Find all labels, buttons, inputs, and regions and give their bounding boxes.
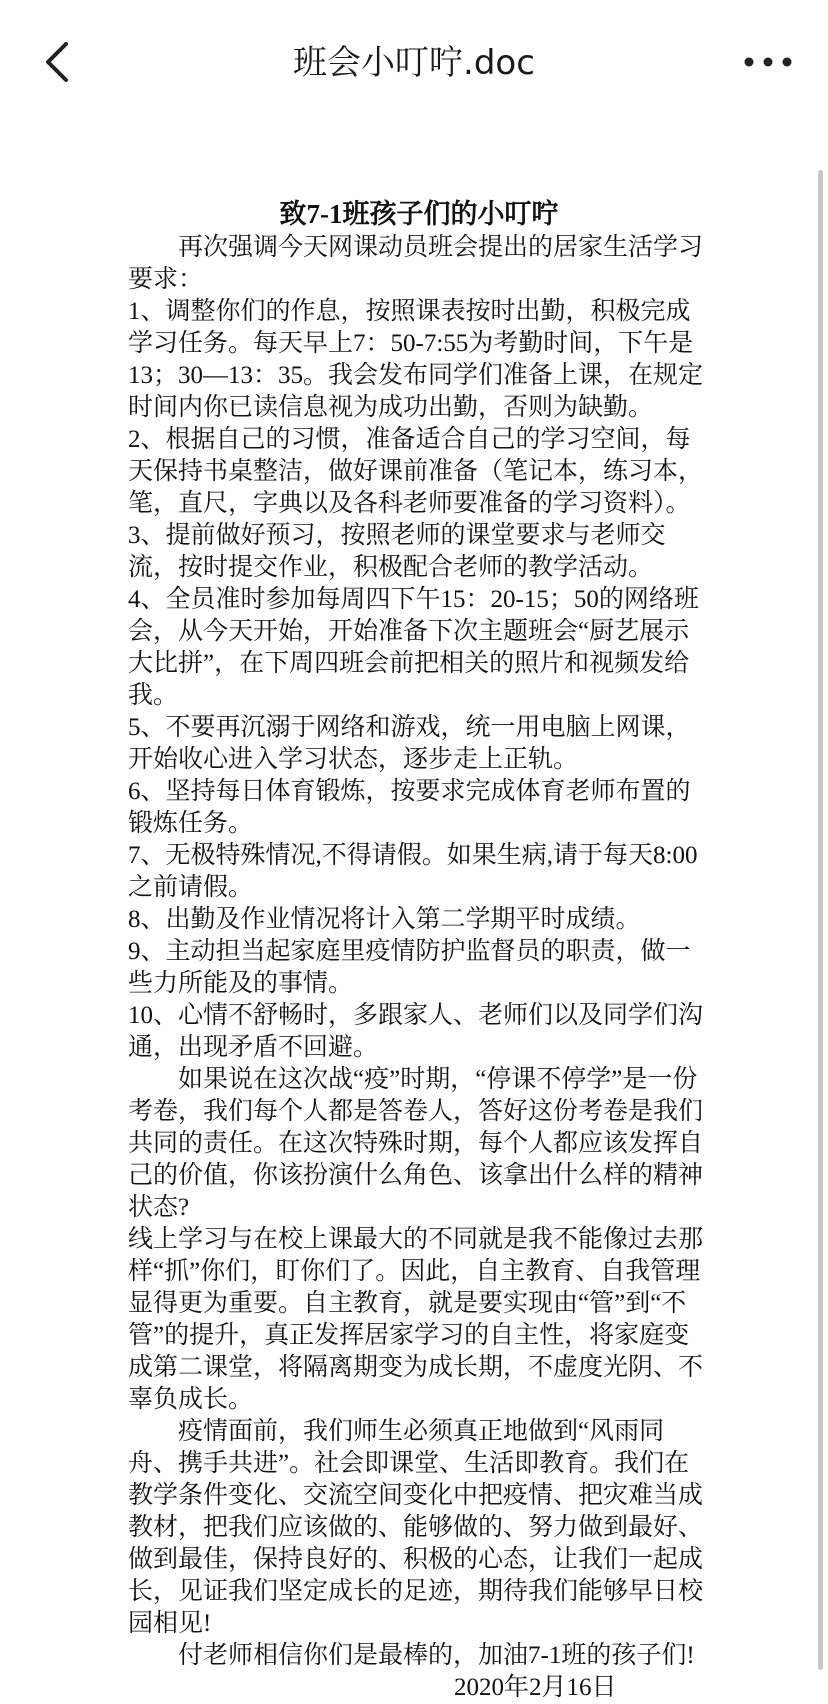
chevron-left-icon [34,36,86,88]
closing-line: 付老师相信你们是最棒的，加油7-1班的孩子们! [178,1642,695,1669]
body-paragraph: 疫情面前，我们师生必须真正地做到“风雨同舟、携手共进”。社会即课堂、生活即教育。我们在教学条件变化、交流空间变化中把疫情、把灾难当成教材，把我们应该做的、能够做的、努力做到最好、做到最佳，保持良好的、积极的心态，让我们一起成长，见证我们坚定成长的足迹，期待我们能够早日校园相见! [128,1418,704,1637]
list-item: 9、主动担当起家庭里疫情防护监督员的职责，做一些力所能及的事情。 [128,938,691,997]
list-item: 2、根据自己的习惯，准备适合自己的学习空间，每天保持书桌整洁，做好课前准备（笔记本，练习本，笔，直尺，字典以及各科老师要准备的学习资料）。 [128,426,704,517]
list-item: 5、不要再沉溺于网络和游戏，统一用电脑上网课，开始收心进入学习状态，逐步走上正轨。 [128,714,691,773]
letter-heading: 致7-1班孩子们的小叮咛 [279,199,559,229]
list-item: 4、全员准时参加每周四下午15：20-15；50的网络班会，从今天开始，开始准备下次主题班会“厨艺展示大比拼”，在下周四班会前把相关的照片和视频发给我。 [128,586,699,709]
document-title: 班会小叮咛.doc [293,43,535,83]
intro-paragraph: 再次强调今天网课动员班会提出的居家生活学习要求： [128,234,704,293]
list-item: 3、提前做好预习，按照老师的课堂要求与老师交流，按时提交作业，积极配合老师的教学活动。 [128,522,666,581]
back-button[interactable] [34,36,86,88]
list-item: 6、坚持每日体育锻炼，按要求完成体育老师布置的锻炼任务。 [128,778,691,837]
navigation-bar [0,0,828,122]
list-item: 8、出勤及作业情况将计入第二学期平时成绩。 [128,906,641,933]
list-item: 10、心情不舒畅时，多跟家人、老师们以及同学们沟通，出现矛盾不回避。 [128,1002,704,1061]
list-item: 7、无极特殊情况,不得请假。如果生病,请于每天8:00之前请假。 [128,842,698,901]
document-body [128,196,710,1704]
more-button[interactable] [738,40,798,84]
scrollbar[interactable] [818,170,823,1670]
more-horizontal-icon [738,40,798,84]
body-paragraph: 线上学习与在校上课最大的不同就是我不能像过去那样“抓”你们，盯你们了。因此，自主教育、自我管理显得更为重要。自主教育，就是要实现由“管”到“不管”的提升，真正发挥居家学习的自主性，将家庭变成第二课堂，将隔离期变为成长期，不虚度光阴、不辜负成长。 [128,1226,704,1413]
list-item: 1、调整你们的作息，按照课表按时出勤，积极完成学习任务。每天早上7：50-7:55为考勤时间，下午是13；30—13：35。我会发布同学们准备上课，在规定时间内你已读信息视为成功出勤，否则为缺勤。 [128,298,704,421]
letter-date: 2020年2月16日 [454,1674,617,1701]
body-paragraph: 如果说在这次战“疫”时期，“停课不停学”是一份考卷，我们每个人都是答卷人，答好这份考卷是我们共同的责任。在这次特殊时期，每个人都应该发挥自己的价值，你该扮演什么角色、该拿出什么样的精神状态? [128,1066,704,1221]
